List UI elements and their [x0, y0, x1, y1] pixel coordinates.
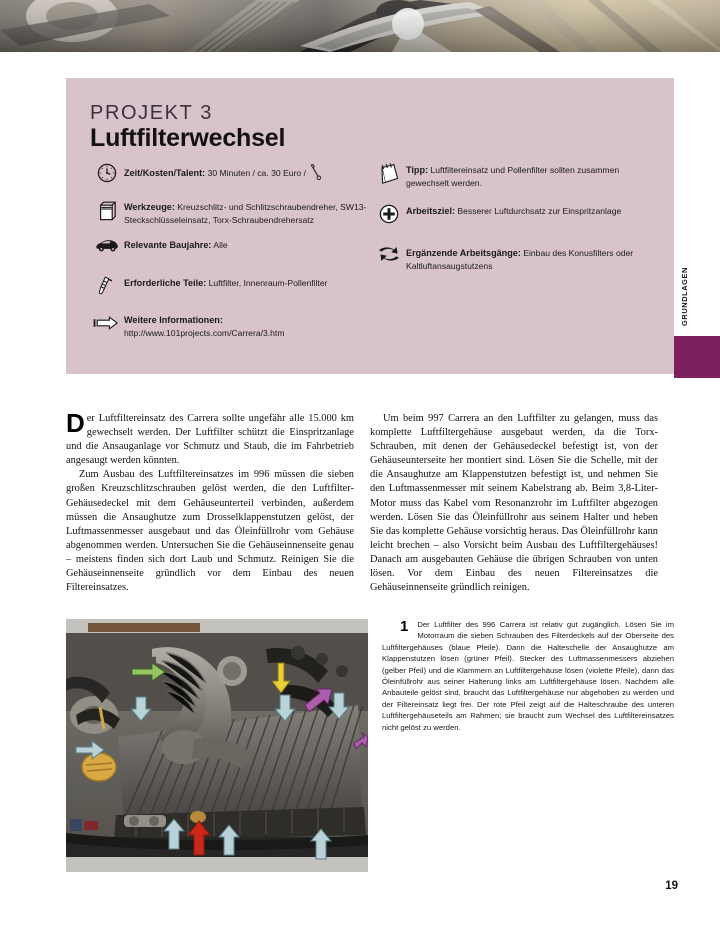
- car-icon: [90, 237, 124, 263]
- page-number: 19: [665, 880, 678, 892]
- notepad-icon: [372, 162, 406, 188]
- figure-caption-text: Der Luftfilter des 996 Carrera ist relativ gut zugänglich. Lösen Sie im Motorraum die sieben Schrauben des Filterdeckels auf der Oberseite des Luftfiltergehäuses (blaue Pfeile). Dann die Halteschelle der Ansaughutze am Klappenstutzen lösen (grüner Pfeil). Stecker des Luftmassenmessers abziehen (gelber Pfeil) und die Klammern an Luftfiltergehäuse lösen (violette Pfeile), dann das Öleinfüllrohr aus seiner Halterung links am Luftfiltergehäuse lösen. Nachdem alle Anbauteile gelöst sind, braucht das Luftfiltergehäuse nur abgehoben zu werden und der Filtereinsatz liegt frei. Der rote Pfeil zeigt auf die Halteschraube des unteren Luftfiltergehäuseteils am Rahmen; sie braucht zum Wechsel des Luftfiltereinsatzes nicht gelöst zu werden.: [382, 620, 674, 732]
- toolbox-icon: [90, 199, 124, 225]
- spec-value: Luftfilter, Innenraum-Pollenfilter: [208, 278, 328, 289]
- spark-plug-icon: [90, 275, 124, 301]
- spec-heading: Ergänzende Arbeitsgänge:: [406, 248, 521, 259]
- spec-heading: Tipp:: [406, 165, 429, 175]
- spec-row-relevante-baujahre: [90, 237, 382, 263]
- spec-value: Besserer Luftdurchsatz zur Einspritzanlage: [457, 206, 622, 217]
- body-column-left: [66, 408, 354, 595]
- spec-heading: Weitere Informationen:: [124, 315, 223, 326]
- spec-heading: Zeit/Kosten/Talent:: [124, 168, 206, 178]
- spec-row-arbeitsziel: [372, 203, 662, 229]
- spec-text-relevante-baujahre: [124, 237, 382, 252]
- spec-value: Einbau des Konusfilters oder Kaltluftansaugstutzens: [406, 248, 634, 271]
- spec-heading: Relevante Baujahre:: [124, 240, 212, 251]
- spec-text-erforderliche-teile: [124, 275, 382, 290]
- top-engine-photo: [0, 0, 720, 52]
- figure-number: 1: [400, 618, 409, 635]
- spec-row-erforderliche-teile: [90, 275, 382, 301]
- figure-1-caption: [382, 619, 674, 733]
- project-label: PROJEKT 3: [90, 102, 213, 124]
- spec-text-werkzeuge: [124, 199, 382, 226]
- figure-1-engine-photo: [66, 619, 368, 872]
- section-color-marker: [674, 336, 720, 378]
- spec-row-werkzeuge: [90, 199, 382, 226]
- paragraph-left-2: Zum Ausbau des Luftfiltereinsatzes im 996 müssen die sieben großen Kreuzschlitzschrauben gelöst werden, die den Luftfilter-Gehäusedeckel mit dem Gehäuseunterteil verbinden, außerdem müssen die Ansaughutze zum Drosselklappenstutzen gelöst, der Luftmassenmesser ausgebaut und das Öleinfüllrohr vom Gehäuse abgenommen werden. Untersuchen Sie die Gehäuseinnenseite genau – meistens finden sich dort Laub und Schmutz. Reinigen Sie die Gehäuseinnenseite gründlich vor dem Einbau des neuen Filtereinsatzes.: [66, 469, 354, 594]
- spec-heading: Werkzeuge:: [124, 202, 175, 212]
- section-tab-label: GRUNDLAGEN: [679, 266, 689, 326]
- spec-list-right: [372, 162, 662, 283]
- paragraph-left-1-text: er Luftfiltereinsatz des Carrera sollte ungefähr alle 15.000 km gewechselt werden. Der Luftfilter schützt die Einspritzanlage und die Ansauganlage vor Schmutz und Staub, die im Fahrbetrieb angesaugt werden könnten.: [66, 413, 354, 467]
- spec-value: Alle: [213, 240, 228, 251]
- spec-value: 30 Minuten / ca. 30 Euro /: [207, 168, 306, 178]
- spec-row-zeit-kosten-talent: [90, 162, 382, 188]
- paragraph-left-1: [66, 408, 354, 468]
- arrow-right-icon: [90, 312, 124, 338]
- spec-value: Luftfiltereinsatz und Pollenfilter sollten zusammen gewechselt werden.: [406, 165, 620, 188]
- drop-cap: D: [66, 408, 85, 438]
- section-tab-grundlagen: [674, 262, 694, 330]
- body-column-right: [370, 412, 658, 595]
- spec-row-weitere-informationen: [90, 312, 382, 339]
- spec-row-ergaenzende-arbeitsgaenge: [372, 245, 662, 272]
- spec-text-arbeitsziel: [406, 203, 662, 218]
- spec-text-tipp: [406, 162, 662, 189]
- spec-text-zeit-kosten-talent: [124, 162, 382, 180]
- clock-icon: [90, 162, 124, 188]
- spec-heading: Arbeitsziel:: [406, 206, 456, 217]
- spec-row-tipp: [372, 162, 662, 189]
- project-info-box: [66, 78, 674, 374]
- curved-arrow-icon: [372, 245, 406, 271]
- spec-text-ergaenzende-arbeitsgaenge: [406, 245, 662, 272]
- project-title: Luftfilterwechsel: [90, 124, 286, 152]
- paragraph-right-1: Um beim 997 Carrera an den Luftfilter zu gelangen, muss das komplette Luftfiltergehäuse ausgebaut werden, da die Torx-Schrauben, mit denen der Gehäusedeckel befestigt ist, von der Gehäuseunterseite her montiert sind. Lösen Sie die Schelle, mit der die Ansaughutze am Klappenstutzen befestigt ist, und nehmen Sie den Luftmassenmesser mit seinem Kabelstrang ab. Beim 3,8-Liter-Motor muss das Kabel vom Resonanzrohr im Luftfilter abgezogen werden. Lösen Sie das Öleinfüllrohr aus seinem Halter und heben Sie das komplette Gehäuse vorsichtig heraus. Das Öleinfüllrohr kann leicht brechen – also Vorsicht beim Ausbau des Luftfiltergehäuses! Danach am ausgebauten Gehäuse die übrigen Schrauben von unten lösen. Vor dem Einbau des neuen Filtereinsatzes die Gehäuseinnenseite gründlich reinigen.: [370, 413, 658, 594]
- spec-text-weitere-informationen: [124, 312, 382, 339]
- wrench-talent-icon: [308, 164, 321, 180]
- spec-value[interactable]: http://www.101projects.com/Carrera/3.htm: [124, 327, 285, 338]
- spec-value: Kreuzschlitz- und Schlitzschraubendreher, SW13-Steckschlüsseleinsatz, Torx-Schraubendrehersatz: [124, 202, 367, 225]
- spec-list-left: [90, 162, 382, 350]
- spec-heading: Erforderliche Teile:: [124, 278, 207, 289]
- plus-circle-icon: [372, 203, 406, 229]
